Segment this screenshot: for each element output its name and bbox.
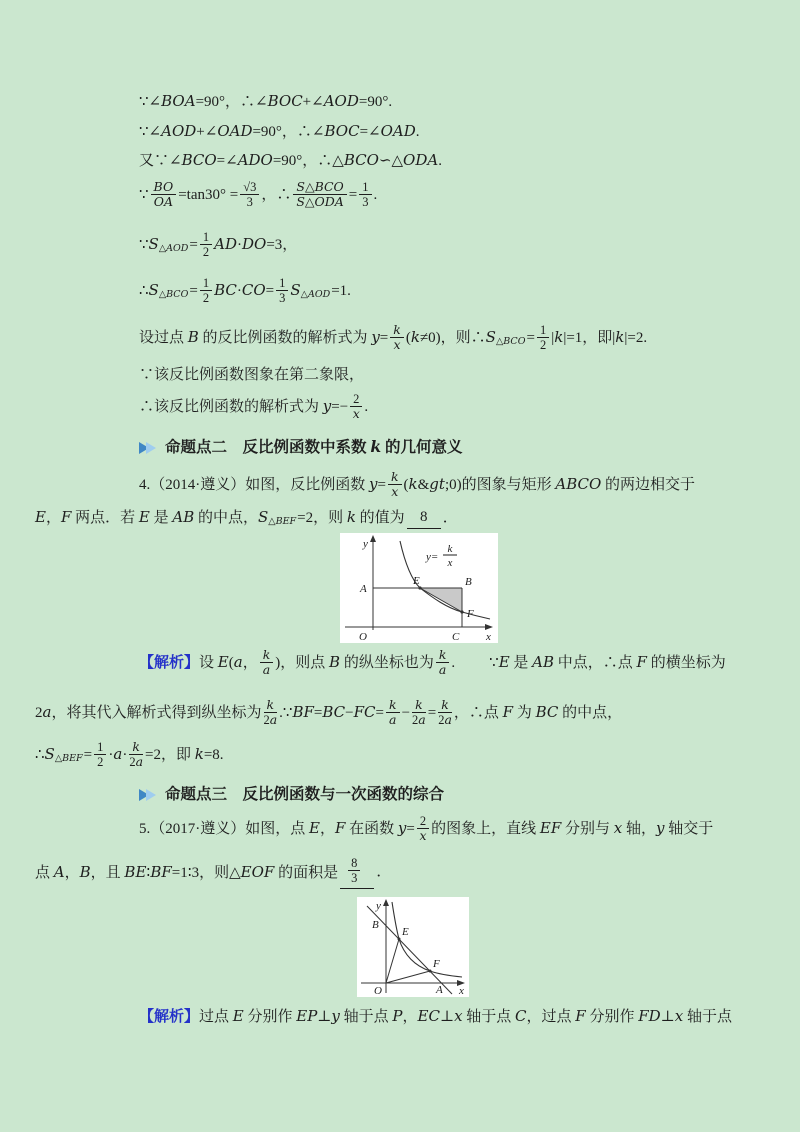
math-text: BC·CO= <box>214 281 275 300</box>
fig1-curve-label-den: x <box>447 557 453 569</box>
math-text: 的图象上，直线 EF 分别与 x 轴，y 轴交于 <box>431 819 714 838</box>
fraction: $\frac{8}{3}$ <box>340 856 374 889</box>
heading-arrow-icon <box>146 442 156 454</box>
math-text: ·a· <box>108 745 128 764</box>
math-text: =2，则 k 的值为 <box>297 508 405 526</box>
fig2-label-O: O <box>374 985 382 997</box>
fig1-curve-label-lhs: y= <box>426 551 439 563</box>
proof-line-7: 设过点 B 的反比例函数的解析式为 y= $\frac{k}{x}$ (k≠0)，则∴S $_{\triangle BCO}$ = $\frac{1}{2}$ |k|=1，即|k|=2. <box>139 322 648 353</box>
math-text: ∴S <box>139 281 159 300</box>
y-axis-arrow-icon <box>370 535 376 542</box>
segment-OE <box>386 939 399 983</box>
fraction: $\frac{1}{3}$ <box>276 276 288 306</box>
point-F <box>429 970 432 973</box>
hyperbola-curve <box>392 902 462 977</box>
problem-5-line-2 <box>35 856 391 889</box>
analysis-4-line-1 <box>139 648 726 678</box>
point-F <box>460 610 463 613</box>
fraction: $\frac{1}{3}$ <box>359 180 371 210</box>
math-text: ∵该反比例函数图象在第二象限， <box>139 367 365 383</box>
heading-topic-2 <box>139 436 463 459</box>
fraction: $\frac{k}{a}$ <box>386 698 400 728</box>
fraction: $\frac{2}{x}$ <box>350 392 362 422</box>
line-EF <box>367 906 452 994</box>
fig2-label-y: y <box>376 900 381 912</box>
math-text: AD·DO=3， <box>214 235 298 254</box>
fraction: $\frac{\text{S△BCO}}{\text{S△ODA}}$ <box>293 180 346 210</box>
fraction: $\frac{1}{2}$ <box>200 276 212 306</box>
fraction: $\frac{k}{2a}$ <box>129 739 144 770</box>
math-text: (k&gt;0)的图象与矩形 ABCO 的两边相交于 <box>403 475 696 494</box>
math-text: 5.（2017·遵义）如图，点 E，F 在函数 y= <box>139 819 415 838</box>
y-axis-arrow-icon <box>383 899 389 906</box>
fig2-label-E: E <box>402 926 409 938</box>
math-text: )，则点 B 的纵坐标也为 <box>275 653 434 672</box>
answer-blank: 8 <box>407 506 441 529</box>
segment-OF <box>386 971 430 983</box>
math-text: 设过点 B 的反比例函数的解析式为 y= <box>139 328 389 347</box>
fig1-label-C: C <box>452 631 460 643</box>
fraction: $\frac{k}{x}$ <box>390 323 404 353</box>
math-text: S <box>290 281 301 300</box>
math-text: 命题点二 反比例函数中系数 k 的几何意义 <box>165 437 463 456</box>
heading-topic-3 <box>139 784 444 806</box>
proof-line-3 <box>139 149 442 172</box>
math-text: |k|=1，即|k|=2. <box>551 328 648 347</box>
math-text: =2，即 k=8. <box>145 745 224 764</box>
fraction: $\frac{k}{2a}$ <box>438 697 452 728</box>
math-text: 命题点三 反比例函数与一次函数的综合 <box>165 786 445 803</box>
math-text: ∴该反比例函数的解析式为 y=− <box>139 397 349 416</box>
proof-line-5: ∵S $_{\triangle AOD}$ = $\frac{1}{2}$ AD·DO=3， <box>139 230 298 260</box>
math-text: ． <box>376 864 392 881</box>
proof-line-6: ∴S $_{\triangle BCO}$ = $\frac{1}{2}$ BC·CO= $\frac{1}{3}$ S $_{\triangle AOD}$ =1. <box>139 276 351 306</box>
math-text: = <box>427 704 437 721</box>
fraction: $\frac{k}{2a}$ <box>412 697 426 728</box>
fig1-label-O: O <box>359 631 367 643</box>
problem-4-line-1 <box>139 470 695 500</box>
math-text: ∴S <box>35 745 55 764</box>
figure-problem-4-graph <box>340 533 498 643</box>
math-text: . <box>373 186 378 203</box>
proof-line-2 <box>139 120 420 143</box>
math-text: ∵∠AOD+∠OAD=90°，∴∠BOC=∠OAD. <box>139 122 420 140</box>
math-text: ，∴ <box>261 186 292 203</box>
math-text: ． <box>442 509 458 526</box>
fraction: $\frac{1}{2}$ <box>200 230 212 260</box>
math-text: ，∴点 F 为 BC 的中点， <box>453 703 623 722</box>
math-text: . <box>451 654 456 671</box>
math-text: =1. <box>331 282 351 299</box>
fig1-label-y: y <box>363 538 368 550</box>
math-text: 2a，将其代入解析式得到纵坐标为 <box>35 703 262 722</box>
point-E <box>398 938 401 941</box>
analysis-4-line-3: ∴S $_{\triangle BEF}$ = $\frac{1}{2}$ ·a· $\frac{k}{2a}$ =2，即 k=8. <box>35 739 224 770</box>
math-text: = <box>83 746 93 763</box>
math-text: 又∵∠BCO=∠ADO=90°，∴△BCO∽△ODA. <box>139 151 442 169</box>
math-text: .∵BF=BC−FC= <box>279 703 384 722</box>
fig1-label-B: B <box>465 576 472 588</box>
math-text: ∵ <box>139 186 149 203</box>
analysis-5-line-1 <box>139 1005 732 1028</box>
fraction: $\frac{k}{a}$ <box>260 648 274 678</box>
math-text: = <box>348 186 358 203</box>
fig1-label-F: F <box>467 608 474 620</box>
math-text: . <box>364 398 369 415</box>
math-text: E，F 两点．若 E 是 AB 的中点，S <box>35 508 269 526</box>
math-text: 过点 E 分别作 EP⊥y 轴于点 P，EC⊥x 轴于点 C，过点 F 分别作 FD⊥x 轴于点 <box>199 1007 733 1025</box>
fraction: $\frac{k}{a}$ <box>436 648 450 678</box>
fraction: $\frac{k}{2a}$ <box>263 697 278 728</box>
analysis-label: 【解析】 <box>139 654 200 671</box>
fig2-label-F: F <box>433 958 440 970</box>
math-text: ∵∠BOA=90°，∴∠BOC+∠AOD=90°. <box>139 92 393 110</box>
fig2-label-A: A <box>436 984 443 996</box>
proof-line-8 <box>139 364 364 386</box>
math-text: =tan30° = <box>178 186 239 203</box>
fig1-label-A: A <box>360 583 367 595</box>
fraction: $\frac{2}{x}$ <box>417 814 429 844</box>
heading-arrow-icon <box>146 789 156 801</box>
x-axis-arrow-icon <box>485 624 493 630</box>
math-text: ∵S <box>139 235 159 254</box>
math-text: (k≠0)，则∴S <box>405 328 496 347</box>
math-text: = <box>526 329 535 346</box>
fig1-curve-label-num: k <box>447 543 453 555</box>
proof-line-9 <box>139 392 368 422</box>
analysis-4-line-2 <box>35 698 622 728</box>
math-text: 点 A，B，且 BE∶BF=1∶3，则△EOF 的面积是 <box>35 862 339 881</box>
math-text: 4.（2014·遵义）如图，反比例函数 y= <box>139 475 386 494</box>
fraction: $\frac{√3}{3}$ <box>240 180 259 210</box>
math-text: − <box>401 704 411 721</box>
figure-problem-5-graph <box>357 897 469 997</box>
problem-4-line-2: E，F 两点．若 E 是 AB 的中点，S $_{\triangle BEF}$ =2，则 k 的值为 8 ． <box>35 506 458 529</box>
math-text: 设 E(a， <box>199 653 258 672</box>
math-text: = <box>189 282 198 299</box>
math-text: ∵E 是 AB 中点，∴点 F 的横坐标为 <box>489 653 726 672</box>
analysis-label: 【解析】 <box>139 1008 200 1025</box>
fig2-label-x: x <box>459 985 464 997</box>
proof-line-4 <box>139 180 377 210</box>
fig2-label-B: B <box>372 919 379 931</box>
math-text: = <box>189 236 198 253</box>
fig1-label-x: x <box>486 631 491 643</box>
fraction: $\frac{1}{2}$ <box>94 740 106 770</box>
proof-line-1 <box>139 90 392 113</box>
fraction: $\frac{1}{2}$ <box>537 323 549 353</box>
fraction: $\frac{BO}{OA}$ <box>151 180 177 210</box>
fig1-label-E: E <box>413 575 420 587</box>
problem-5-line-1 <box>139 814 713 844</box>
fraction: $\frac{k}{x}$ <box>388 470 402 500</box>
